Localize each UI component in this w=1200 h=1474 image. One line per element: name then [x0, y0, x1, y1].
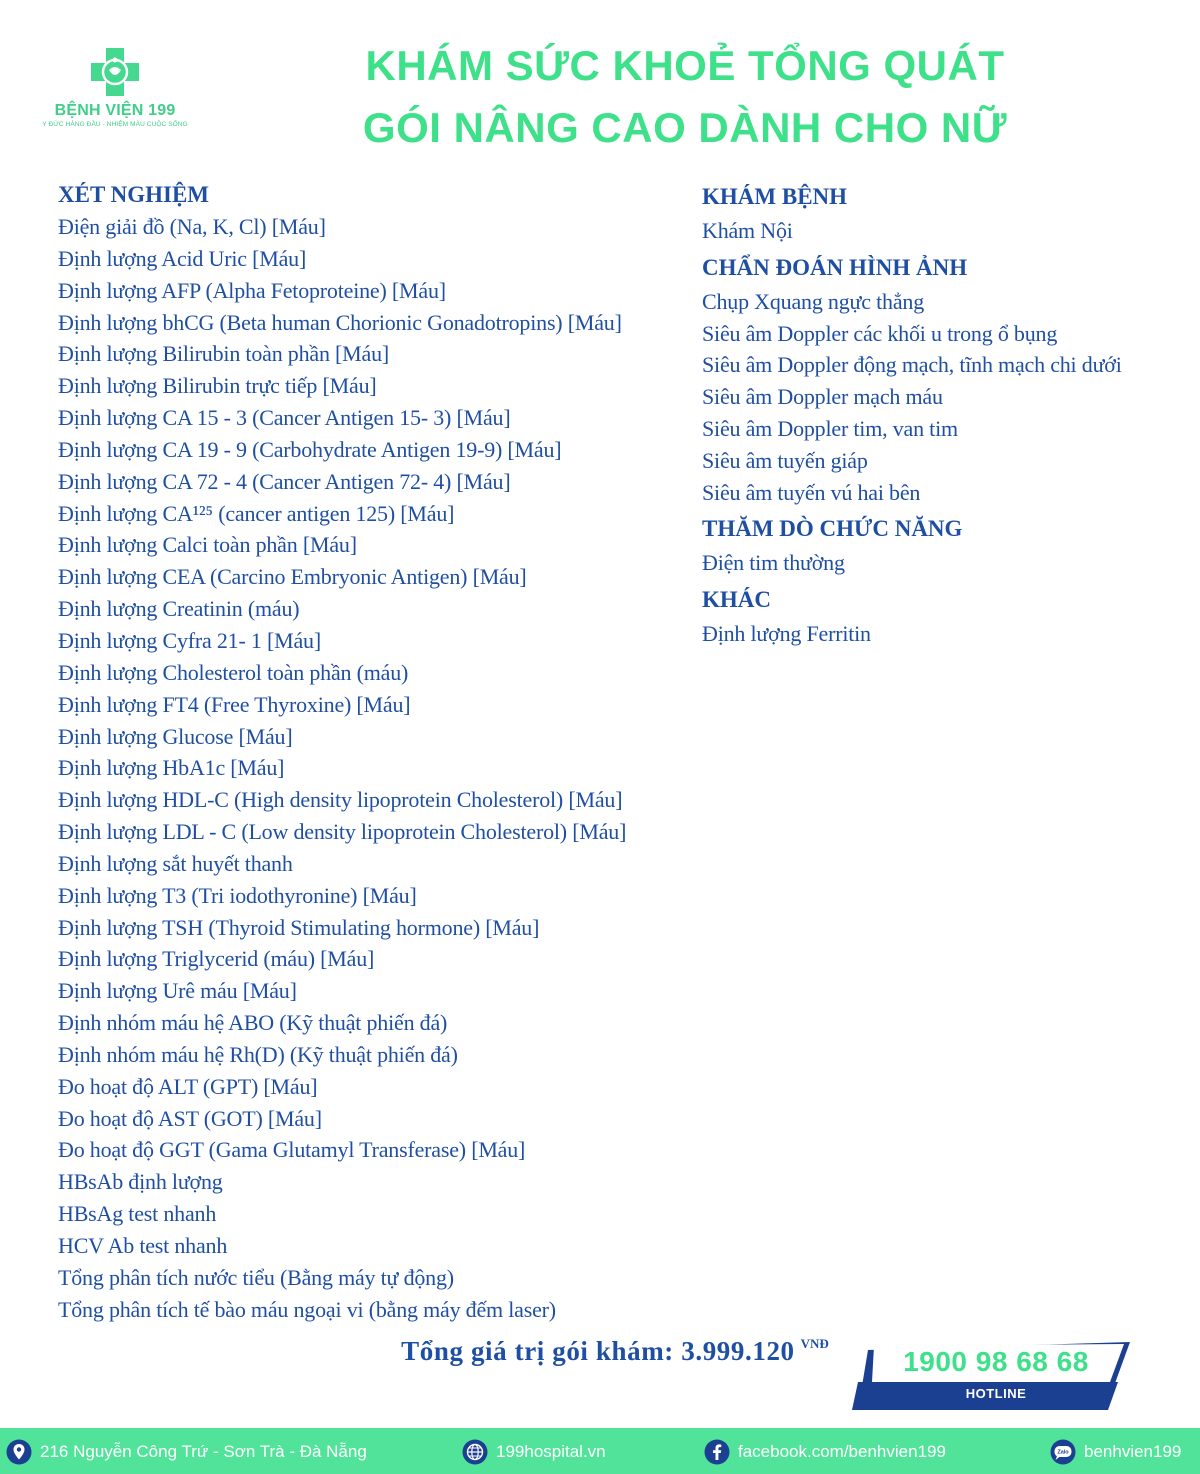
lab-test-item: Định lượng Acid Uric [Máu] — [58, 245, 307, 271]
lab-test-item: Định nhóm máu hệ ABO (Kỹ thuật phiến đá) — [58, 1010, 448, 1036]
logo-name: BỆNH VIỆN 199 — [54, 102, 176, 119]
lab-test-item: Định lượng CA 72 - 4 (Cancer Antigen 72- 4) [Máu] — [58, 468, 511, 494]
list-item: Siêu âm Doppler tim, van tim — [702, 415, 958, 441]
hospital-logo — [40, 46, 190, 146]
lab-test-item: Định lượng bhCG (Beta human Chorionic Gonadotropins) [Máu] — [58, 309, 622, 335]
footer-address — [6, 1438, 367, 1466]
list-item: Siêu âm Doppler các khối u trong ổ bụng — [702, 320, 1058, 346]
lab-test-item: HBsAg test nhanh — [58, 1201, 217, 1227]
footer-zalo[interactable] — [1050, 1438, 1181, 1466]
lab-test-item: Định lượng CA¹²⁵ (cancer antigen 125) [Máu] — [58, 500, 455, 526]
hospital-logo-icon — [89, 46, 141, 98]
list-item: Siêu âm Doppler mạch máu — [702, 384, 943, 410]
lab-test-item: Định lượng Triglycerid (máu) [Máu] — [58, 946, 375, 972]
lab-test-item: Định lượng Bilirubin toàn phần [Máu] — [58, 341, 390, 367]
lab-tests-column — [58, 178, 698, 1326]
list-item: Siêu âm tuyến giáp — [702, 447, 868, 473]
lab-test-item: Định lượng Creatinin (máu) — [58, 596, 300, 622]
lab-test-item: Định nhóm máu hệ Rh(D) (Kỹ thuật phiến đá) — [58, 1041, 458, 1067]
list-item: Định lượng Ferritin — [702, 621, 871, 647]
total-price-label: Tổng giá trị gói khám: 3.999.120 — [401, 1336, 795, 1366]
list-item: Siêu âm Doppler động mạch, tĩnh mạch chi dưới — [702, 352, 1122, 378]
hotline-label: HOTLINE — [965, 1386, 1027, 1401]
zalo-icon-text: Zalo — [1057, 1449, 1069, 1456]
location-pin-icon — [6, 1439, 32, 1465]
lab-test-item: Định lượng Bilirubin trực tiếp [Máu] — [58, 373, 377, 399]
lab-tests-list — [58, 211, 698, 1326]
lab-test-item: Định lượng FT4 (Free Thyroxine) [Máu] — [58, 691, 411, 717]
list-item: Điện tim thường — [702, 550, 845, 576]
page-title-line-1: KHÁM SỨC KHOẺ TỔNG QUÁT — [365, 42, 1005, 89]
lab-test-item: Định lượng T3 (Tri iodothyronine) [Máu] — [58, 882, 417, 908]
footer-website-link[interactable]: 199hospital.vn — [496, 1442, 606, 1461]
lab-test-item: Tổng phân tích nước tiểu (Bằng máy tự động) — [58, 1264, 454, 1290]
list-item: Chụp Xquang ngực thẳng — [702, 288, 924, 314]
footer-address-text: 216 Nguyễn Công Trứ - Sơn Trà - Đà Nẵng — [40, 1442, 367, 1461]
globe-icon — [462, 1439, 488, 1465]
list-item: Khám Nội — [702, 218, 793, 243]
section-heading-other: KHÁC — [702, 587, 771, 613]
hotline-number[interactable]: 1900 98 68 68 — [903, 1346, 1089, 1377]
lab-test-item: Đo hoạt độ GGT (Gama Glutamyl Transferase) [Máu] — [58, 1137, 526, 1163]
footer-website[interactable] — [462, 1438, 606, 1466]
lab-test-item: Định lượng LDL - C (Low density lipoprotein Cholesterol) [Máu] — [58, 819, 627, 845]
lab-test-item: Định lượng CA 19 - 9 (Carbohydrate Antigen 19-9) [Máu] — [58, 436, 562, 462]
page-title-line-2: GÓI NÂNG CAO DÀNH CHO NỮ — [362, 104, 1008, 151]
lab-test-item: Định lượng HDL-C (High density lipoprotein Cholesterol) [Máu] — [58, 787, 623, 813]
footer-facebook-link[interactable]: facebook.com/benhvien199 — [738, 1442, 946, 1461]
lab-test-item: Tổng phân tích tế bào máu ngoại vi (bằng máy đếm laser) — [58, 1296, 556, 1322]
lab-test-item: Đo hoạt độ AST (GOT) [Máu] — [58, 1105, 322, 1131]
footer-facebook[interactable] — [704, 1438, 946, 1466]
hotline-banner[interactable] — [852, 1342, 1130, 1410]
lab-test-item: Điện giải đồ (Na, K, Cl) [Máu] — [58, 214, 326, 239]
section-heading-function-tests: THĂM DÒ CHỨC NĂNG — [702, 516, 963, 542]
zalo-icon — [1050, 1439, 1076, 1465]
lab-test-item: Đo hoạt độ ALT (GPT) [Máu] — [58, 1073, 318, 1099]
section-heading-imaging: CHẨN ĐOÁN HÌNH ẢNH — [702, 254, 968, 280]
lab-test-item: Định lượng Urê máu [Máu] — [58, 978, 297, 1004]
logo-slogan: Y ĐỨC HÀNG ĐẦU - NHIỆM MÀU CUỘC SỐNG — [42, 121, 188, 128]
footer-bar — [0, 1428, 1200, 1474]
lab-test-item: Định lượng Cholesterol toàn phần (máu) — [58, 659, 409, 685]
lab-test-item: Định lượng Glucose [Máu] — [58, 723, 293, 749]
section-heading-examination: KHÁM BỆNH — [702, 184, 848, 209]
lab-test-item: Định lượng CA 15 - 3 (Cancer Antigen 15- 3) [Máu] — [58, 405, 511, 431]
lab-test-item: Định lượng AFP (Alpha Fetoproteine) [Máu] — [58, 277, 446, 303]
currency-label: VNĐ — [800, 1336, 829, 1351]
lab-test-item: HBsAb định lượng — [58, 1169, 223, 1195]
list-item: Siêu âm tuyến vú hai bên — [702, 479, 921, 505]
lab-test-item: HCV Ab test nhanh — [58, 1233, 228, 1258]
section-heading-lab-tests: XÉT NGHIỆM — [58, 182, 210, 207]
footer-zalo-link[interactable]: benhvien199 — [1084, 1442, 1182, 1461]
lab-test-item: Định lượng sắt huyết thanh — [58, 850, 293, 876]
lab-test-item: Định lượng Calci toàn phần [Máu] — [58, 532, 357, 558]
lab-test-item: Định lượng CEA (Carcino Embryonic Antigen) [Máu] — [58, 564, 527, 590]
lab-test-item: Định lượng TSH (Thyroid Stimulating hormone) [Máu] — [58, 914, 540, 940]
services-column — [702, 178, 1182, 650]
lab-test-item: Định lượng HbA1c [Máu] — [58, 755, 285, 781]
lab-test-item: Định lượng Cyfra 21- 1 [Máu] — [58, 627, 321, 653]
facebook-icon — [704, 1439, 730, 1465]
